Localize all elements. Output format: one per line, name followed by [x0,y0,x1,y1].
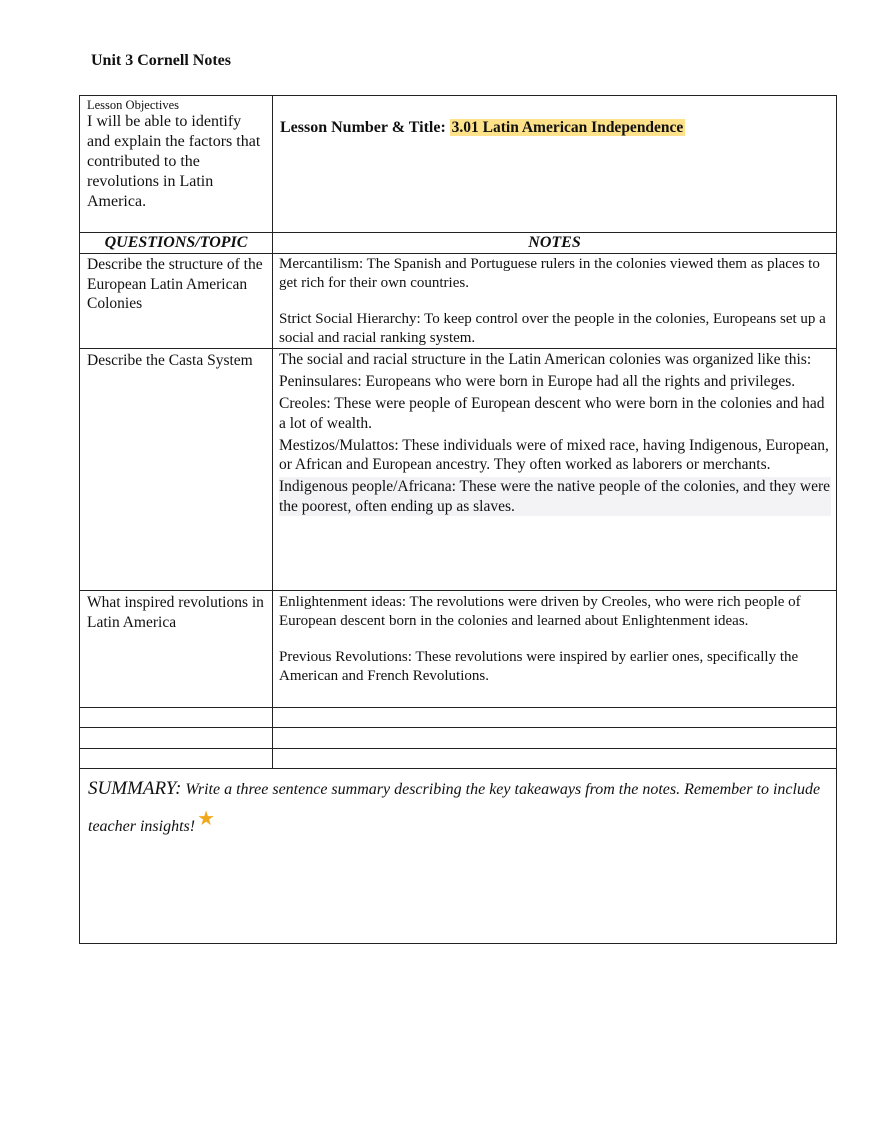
note-paragraph: Enlightenment ideas: The revolutions were driven by Creoles, who were rich people of European descent born in the colonies and learned about Enlightenment ideas. [279,594,801,629]
cornell-notes-table [79,95,837,944]
summary-prompt: Write a three sentence summary describing the key takeaways from the notes. Remember to include teacher insights! [88,781,821,835]
lesson-title-cell [280,118,820,138]
note-paragraph: Mercantilism: The Spanish and Portuguese rulers in the colonies viewed them as places to get rich for their own countries. [279,256,820,291]
row-divider [80,707,836,708]
row-divider [80,348,836,349]
star-icon: ★ [197,808,216,830]
question-cell: Describe the structure of the European Latin American Colonies [87,256,263,312]
row-divider [80,727,836,728]
notes-cell [279,350,831,519]
note-paragraph: Mestizos/Mulattos: These individuals were of mixed race, having Indigenous, European, or African and European ancestry. They often worked as laborers or merchants. [279,436,829,473]
lesson-title-highlight: 3.01 Latin American Independence [451,119,684,136]
summary-section [88,774,828,843]
question-cell: Describe the Casta System [87,352,253,369]
row-divider [80,590,836,591]
notes-column-header: NOTES [528,234,581,251]
lesson-number-label: Lesson Number & Title: [280,119,446,136]
note-paragraph: Strict Social Hierarchy: To keep control over the people in the colonies, Europeans set up a social and racial ranking system. [279,311,826,346]
row-divider [80,748,836,749]
document-title: Unit 3 Cornell Notes [91,52,231,69]
row-divider [80,253,836,254]
objectives-text: I will be able to identify and explain the factors that contributed to the revolutions in Latin America. [87,113,261,210]
summary-label: SUMMARY: [88,778,182,799]
objectives-label: Lesson Objectives [87,98,179,112]
column-divider [272,96,273,769]
row-divider [80,232,836,233]
row-divider [80,768,836,769]
note-paragraph: Peninsulares: Europeans who were born in Europe had all the rights and privileges. [279,373,796,390]
note-paragraph: Indigenous people/Africana: These were the native people of the colonies, and they were the poorest, often ending up as slaves. [279,478,831,515]
questions-column-header: QUESTIONS/TOPIC [104,234,248,251]
note-paragraph: The social and racial structure in the Latin American colonies was organized like this: [279,351,812,368]
question-cell: What inspired revolutions in Latin America [87,594,264,631]
note-paragraph: Previous Revolutions: These revolutions were inspired by earlier ones, specifically the American and French Revolutions. [279,649,799,684]
note-paragraph: Creoles: These were people of European descent who were born in the colonies and had a lot of wealth. [279,395,825,432]
objectives-cell [87,98,267,212]
notes-cell [279,255,831,348]
notes-cell [279,593,831,686]
